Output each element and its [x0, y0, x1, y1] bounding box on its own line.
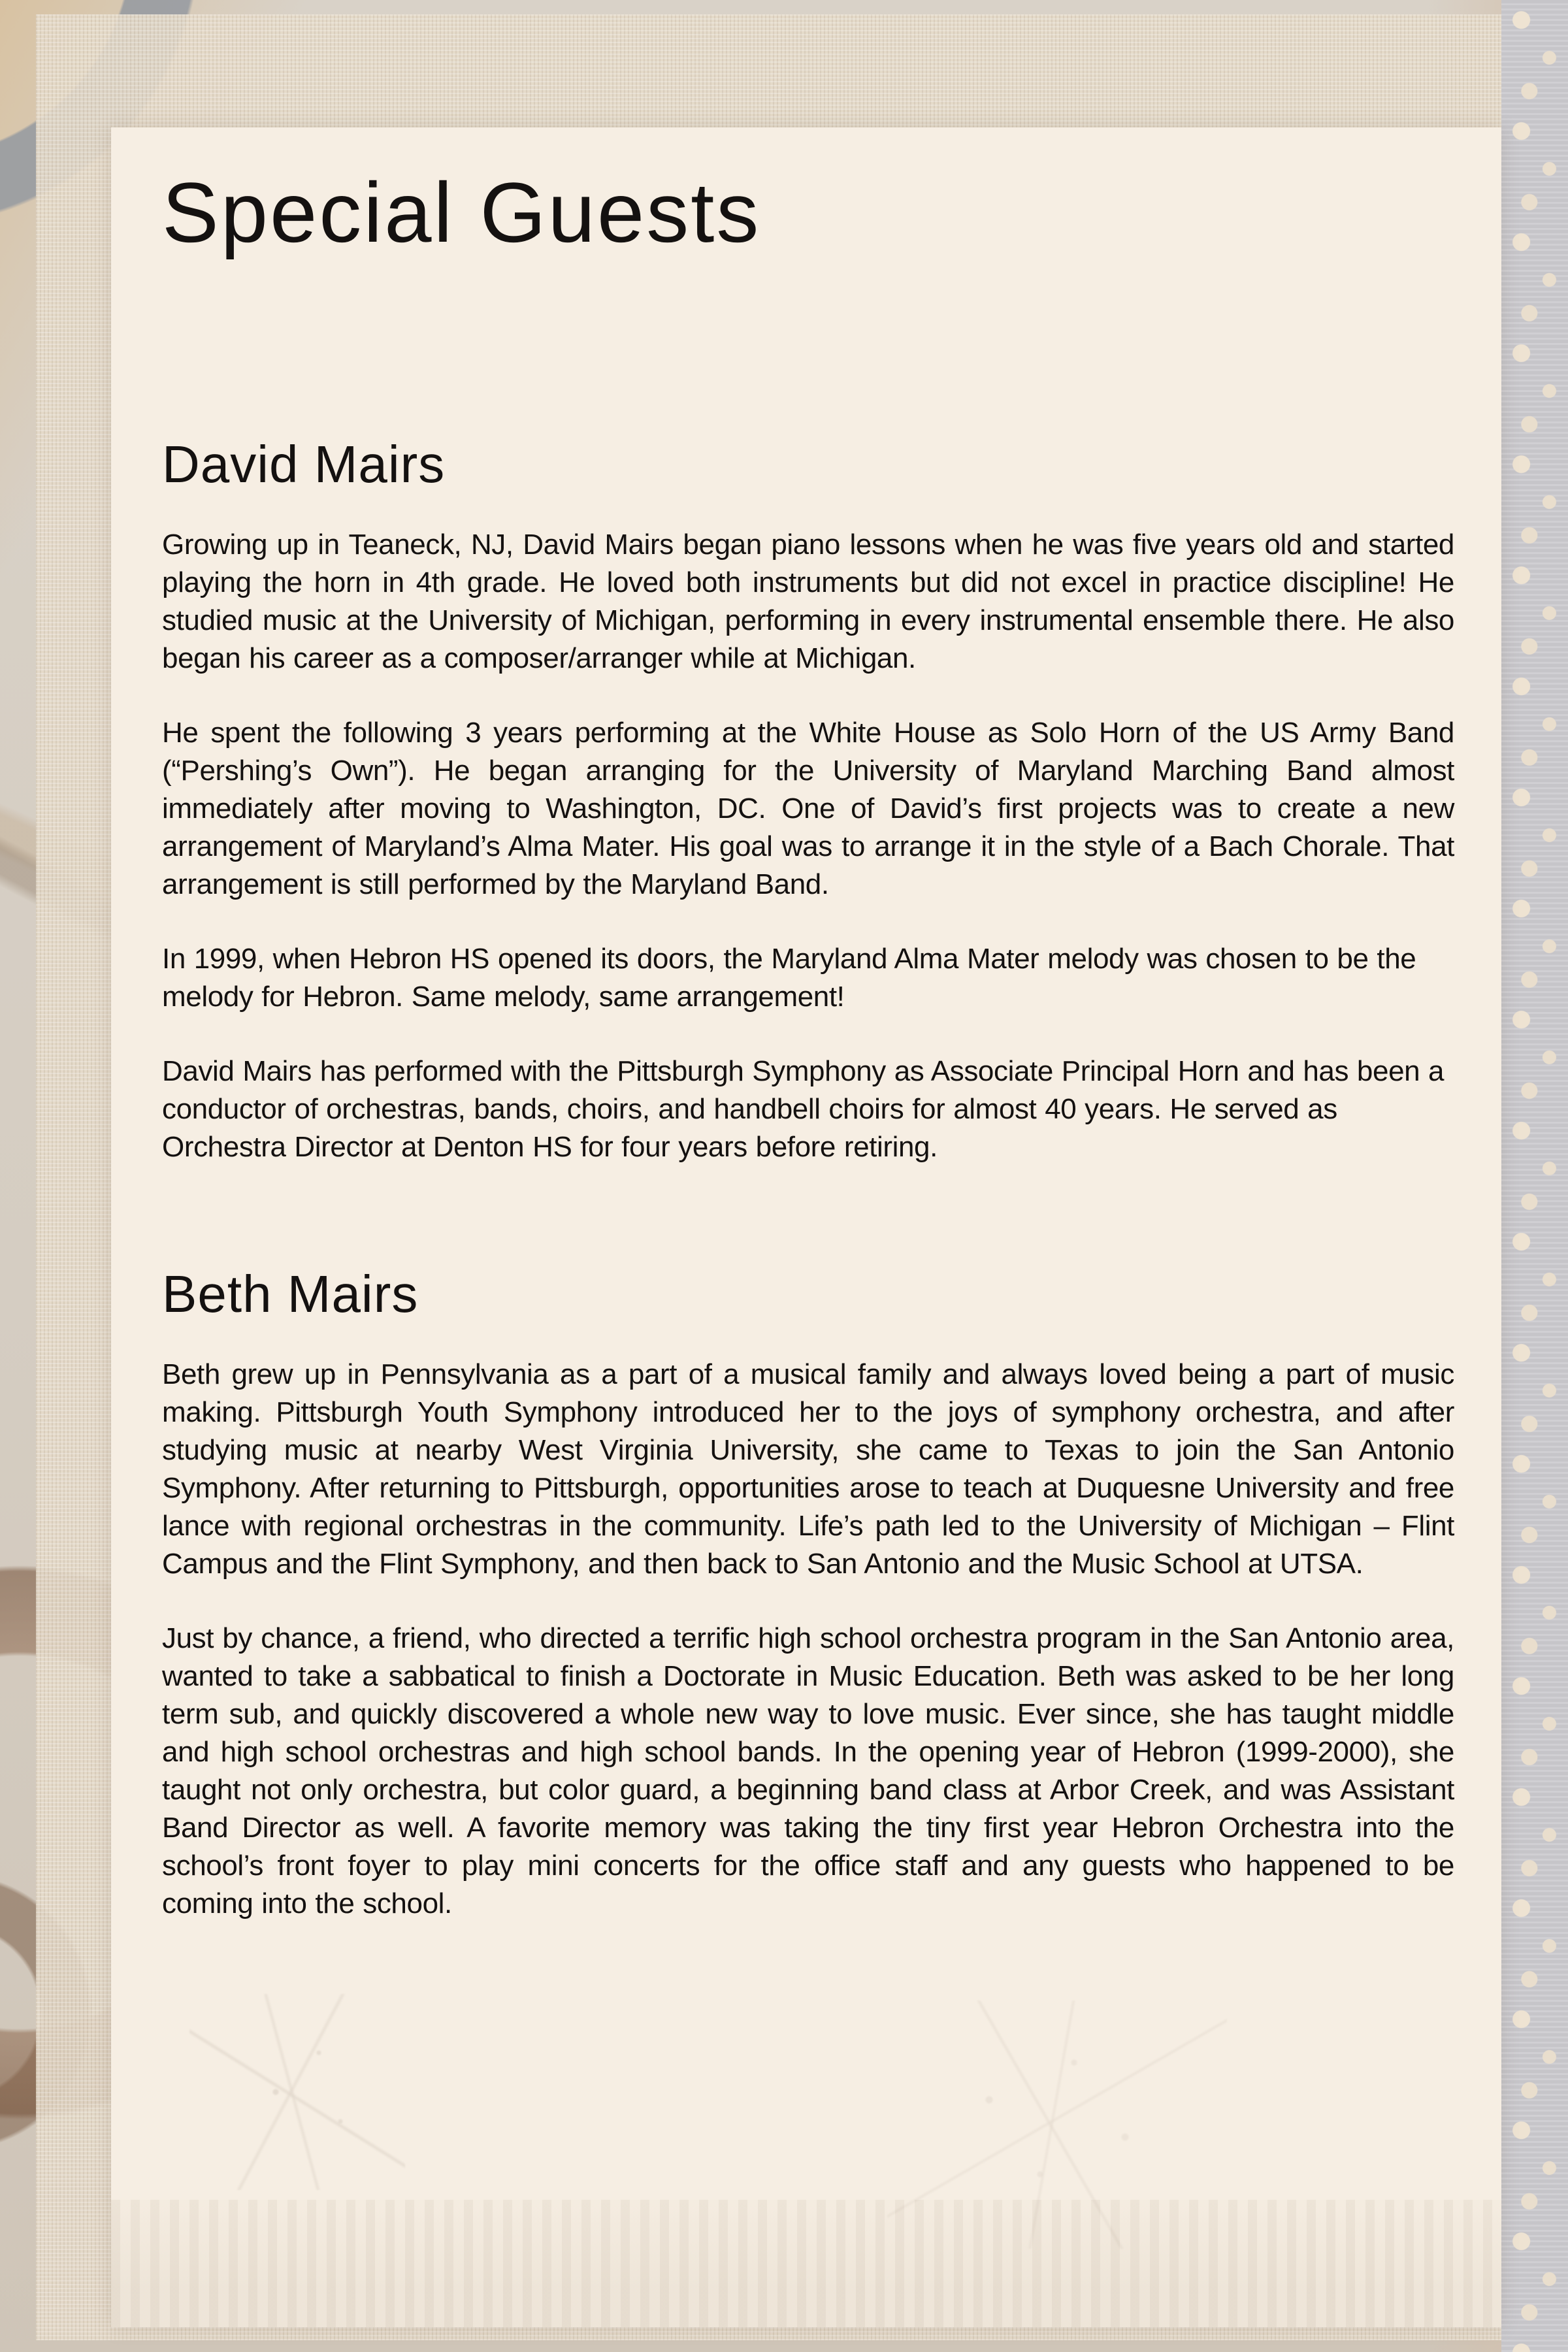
page-content — [111, 127, 1501, 1923]
program-page — [111, 127, 1501, 2327]
lace-edge-strip — [1501, 0, 1568, 2352]
page-title: Special Guests — [162, 165, 761, 260]
bio-paragraph: Just by chance, a friend, who directed a terrific high school orchestra program in the San Antonio area, wanted to take a sabbatical to finish a Doctorate in Music Education. Beth was asked to be her long term sub, and quickly discovered a whole new way to love music. Ever since, she has taught middle and high school orchestras and high school bands. In the opening year of Hebron (1999-2000), she taught not only orchestra, but color guard, a beginning band class at Arbor Creek, and was Assistant Band Director as well. A favorite memory was taking the tiny first year Hebron Orchestra into the school’s front foyer to play mini concerts for the office staff and any guests who happened to be coming into the school. — [162, 1622, 1454, 1919]
bio-paragraph: He spent the following 3 years performing at the White House as Solo Horn of the US Army Band (“Pershing’s Own”). He began arranging for the University of Maryland Marching Band almost immediately after moving to Washington, DC. One of David’s first projects was to create a new arrangement of Maryland’s Alma Mater. His goal was to arrange it in the style of a Bach Chorale. That arrangement is still performed by the Maryland Band. — [162, 717, 1454, 900]
faint-branch-sketch — [189, 1994, 405, 2190]
faint-floral-sketch — [887, 2001, 1227, 2249]
section-heading-david: David Mairs — [162, 435, 446, 493]
section-david-mairs — [162, 434, 1454, 1166]
bio-paragraph: David Mairs has performed with the Pittsburgh Symphony as Associate Principal Horn and has been a conductor of orchestras, bands, choirs, and handbell choirs for almost 40 years. He served as Orchestra Director at Denton HS for four years before retiring. — [162, 1055, 1445, 1163]
section-heading-beth: Beth Mairs — [162, 1265, 419, 1323]
bio-paragraph: In 1999, when Hebron HS opened its doors, the Maryland Alma Mater melody was chosen to be the melody for Hebron. Same melody, same arrangement! — [162, 943, 1416, 1013]
bio-paragraph: Growing up in Teaneck, NJ, David Mairs began piano lessons when he was five years old and started playing the horn in 4th grade. He loved both instruments but did not excel in practice discipline! He studied music at the University of Michigan, performing in every instrumental ensemble there. He also began his career as a composer/arranger while at Michigan. — [162, 529, 1454, 674]
bio-paragraph: Beth grew up in Pennsylvania as a part of a musical family and always loved being a part of music making. Pittsburgh Youth Symphony introduced her to the joys of symphony orchestra, and after studying music at nearby West Virginia University, she came to Texas to join the San Antonio Symphony. After returning to Pittsburgh, opportunities arose to teach at Duquesne University and free lance with regional orchestras in the community. Life’s path led to the University of Michigan – Flint Campus and the Flint Symphony, and then back to San Antonio and the Music School at UTSA. — [162, 1358, 1454, 1580]
section-beth-mairs — [162, 1264, 1454, 1923]
